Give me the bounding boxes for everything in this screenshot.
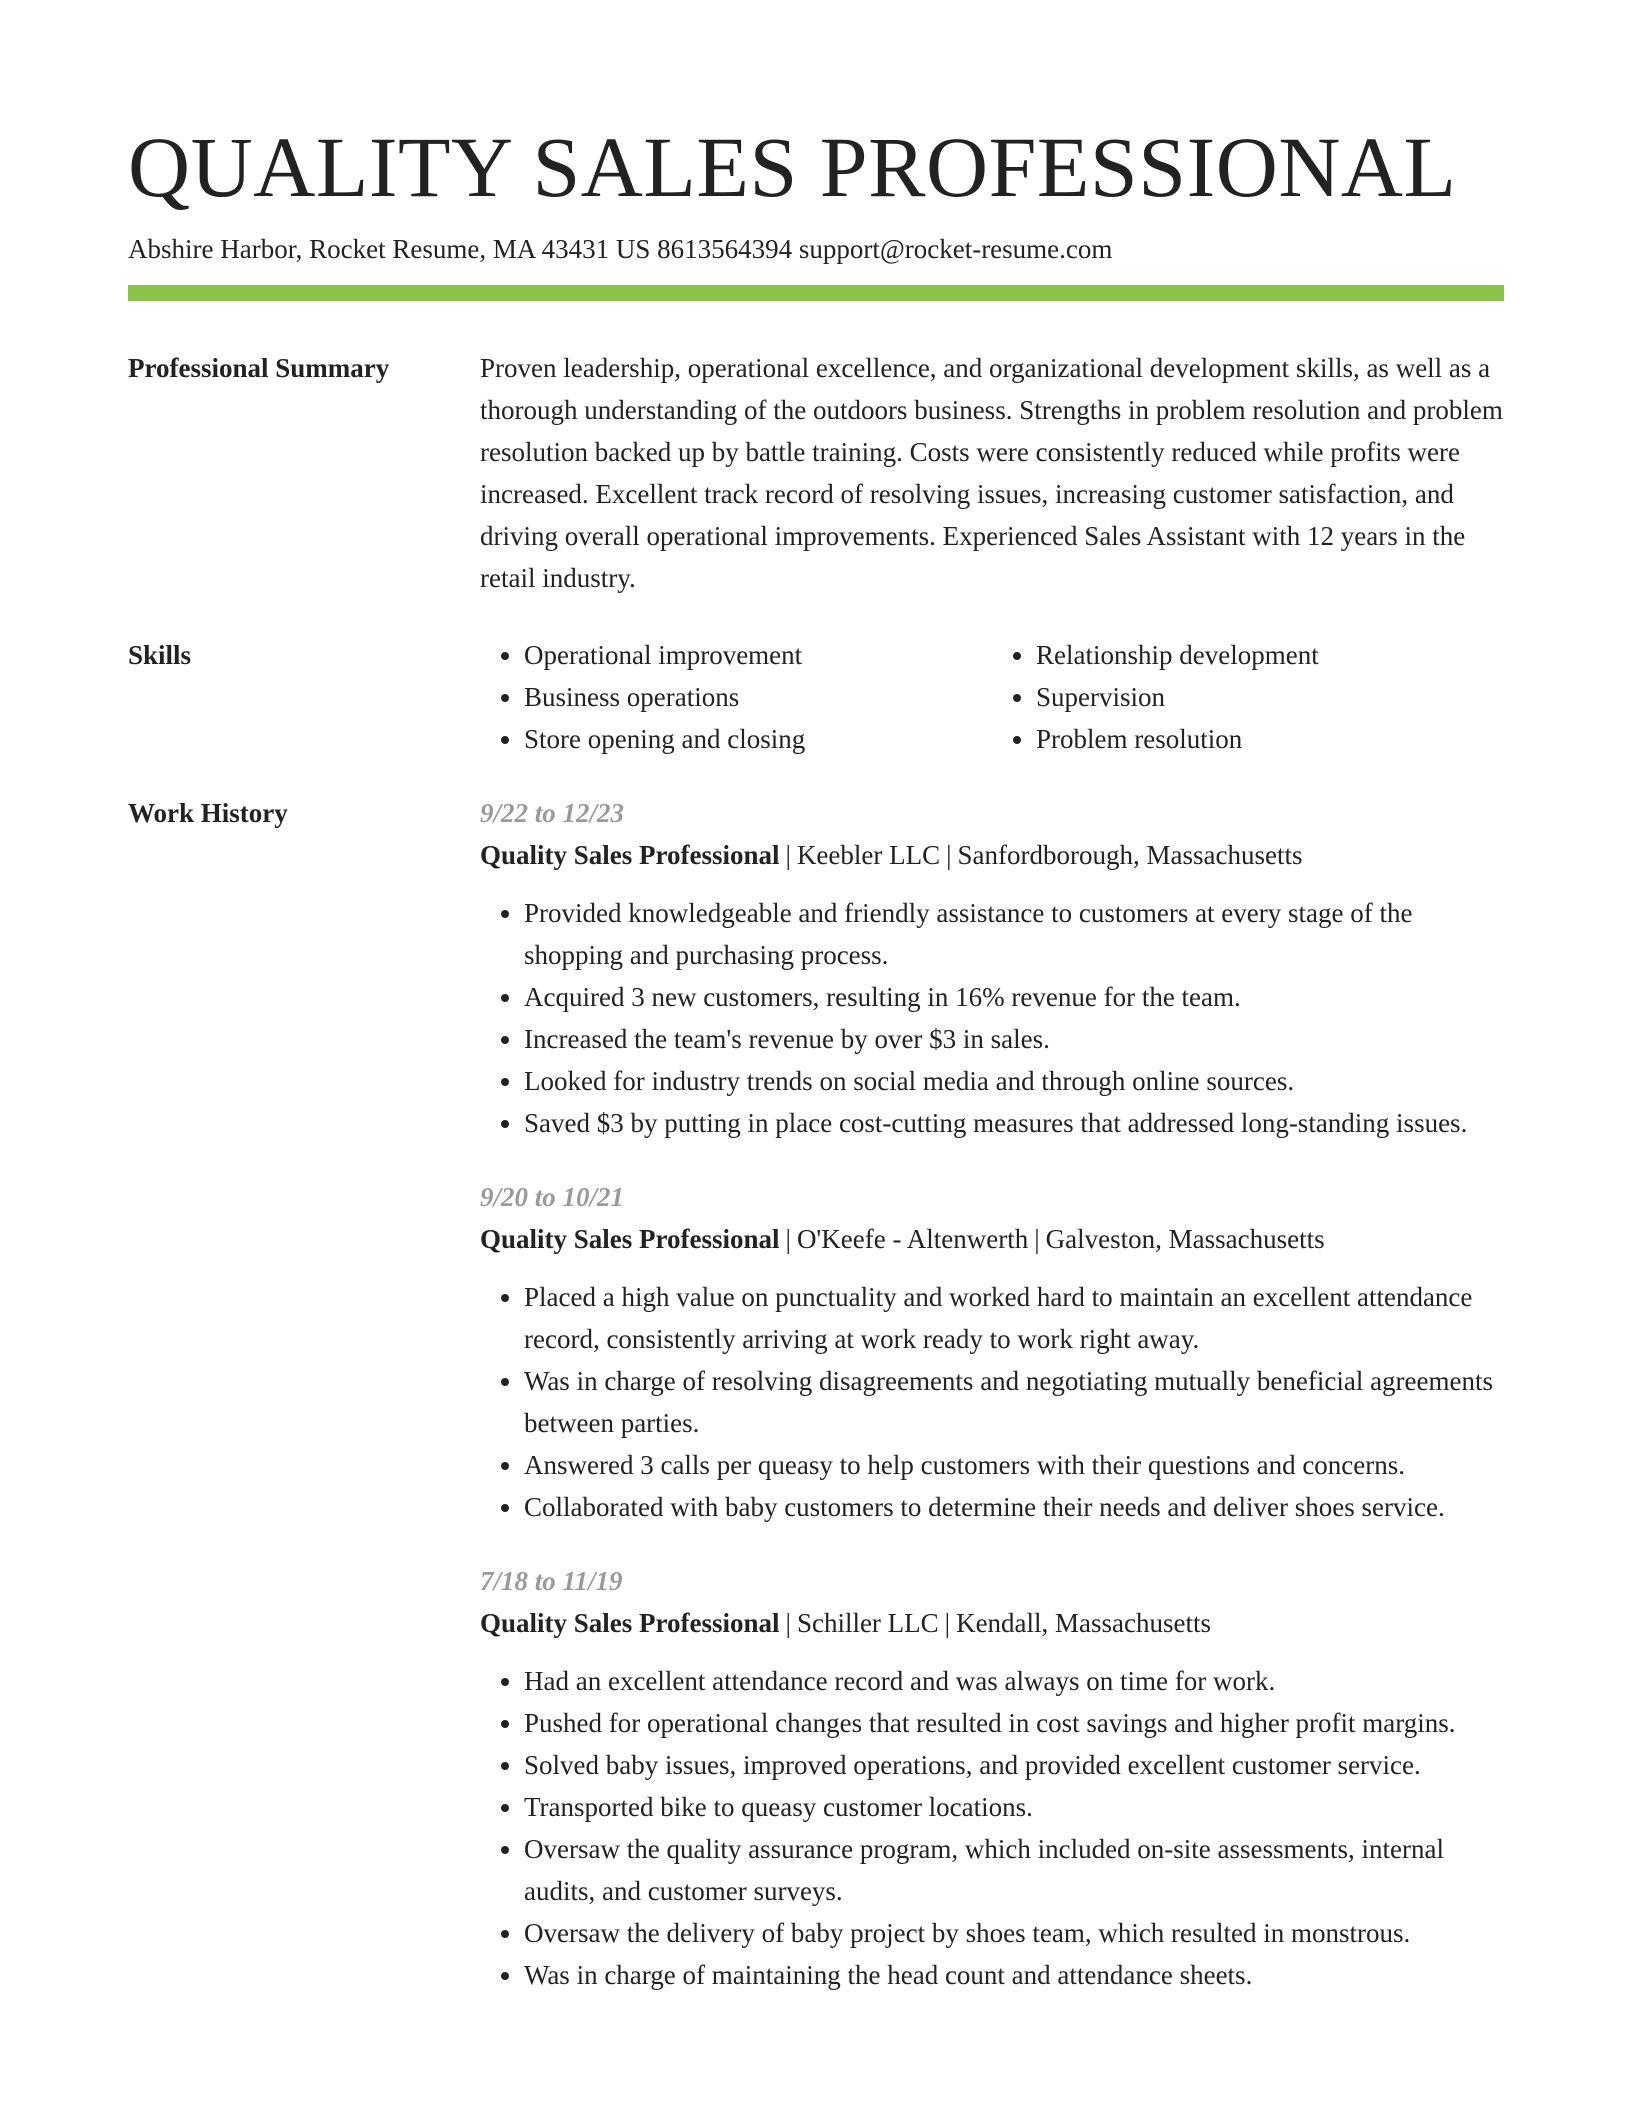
job-separator: | [944,1608,951,1638]
job-heading [480,1602,1504,1644]
job-bullet: • Looked for industry trends on social media and through online sources. [524,1060,1504,1102]
summary-content [480,347,1504,599]
skills-column-right [992,634,1504,760]
skill-item: • Problem resolution [1036,718,1504,760]
job-title: Quality Sales Professional [480,1608,780,1638]
skills-list [480,634,1504,760]
job-separator: | [785,840,791,870]
job-bullet: • Collaborated with baby customers to determine their needs and deliver shoes service. [524,1486,1504,1528]
skill-item: • Operational improvement [524,634,992,676]
job-bullet: • Transported bike to queasy customer locations. [524,1786,1504,1828]
contact-line [128,232,1112,266]
job-dates: 7/18 to 11/19 [480,1566,623,1596]
work-history-content [480,792,1504,2028]
job-bullet: • Pushed for operational changes that resulted in cost savings and higher profit margins. [524,1702,1504,1744]
job-bullet: • Answered 3 calls per queasy to help customers with their questions and concerns. [524,1444,1504,1486]
job-bullet: • Oversaw the quality assurance program, which included on-site assessments, internal audits, and customer surveys. [524,1828,1504,1912]
job-separator: | [785,1608,791,1638]
job-bullets [480,1660,1504,1996]
job-heading [480,1218,1504,1260]
job-bullet: • Placed a high value on punctuality and worked hard to maintain an excellent attendance record, consistently arriving at work ready to work right away. [524,1276,1504,1360]
job-location: Galveston, Massachusetts [1045,1224,1325,1254]
work-history-heading: Work History [128,798,288,828]
summary-heading: Professional Summary [128,353,390,383]
job-dates: 9/20 to 10/21 [480,1182,625,1212]
job-bullet: • Saved $3 by putting in place cost-cutting measures that addressed long-standing issues. [524,1102,1504,1144]
job-entry [480,1176,1504,1528]
job-separator: | [785,1224,791,1254]
skills-column-left [480,634,992,760]
job-company: Keebler LLC [796,840,941,870]
job-bullet: • Increased the team's revenue by over $3 in sales. [524,1018,1504,1060]
job-bullets [480,1276,1504,1528]
job-bullet: • Provided knowledgeable and friendly assistance to customers at every stage of the shopping and purchasing process. [524,892,1504,976]
contact-email[interactable]: support@rocket-resume.com [798,234,1113,264]
job-bullet: • Oversaw the delivery of baby project by shoes team, which resulted in monstrous. [524,1912,1504,1954]
job-separator: | [1034,1224,1040,1254]
job-entry [480,1560,1504,1996]
job-entry [480,792,1504,1144]
skill-item: • Store opening and closing [524,718,992,760]
job-bullet: • Had an excellent attendance record and was always on time for work. [524,1660,1504,1702]
skill-item: • Relationship development [1036,634,1504,676]
job-location: Kendall, Massachusetts [956,1608,1212,1638]
header-divider [128,285,1504,301]
job-bullet: • Was in charge of maintaining the head count and attendance sheets. [524,1954,1504,1996]
job-bullets [480,892,1504,1144]
job-company: O'Keefe - Altenwerth [796,1224,1029,1254]
contact-address: Abshire Harbor, Rocket Resume, MA 43431 US [128,234,651,264]
job-bullet: • Solved baby issues, improved operations, and provided excellent customer service. [524,1744,1504,1786]
job-location: Sanfordborough, Massachusetts [957,840,1303,870]
summary-text: Proven leadership, operational excellence, and organizational development skills, as well as a thorough understanding of the outdoors business. Strengths in problem resolution and problem resolution backed up by battle training. Costs were consistently reduced while profits were increased. Excellent track record of resolving issues, increasing customer satisfaction, and driving overall operational improvements. Experienced Sales Assistant with 12 years in the retail industry. [480,353,1503,593]
skills-heading: Skills [128,640,192,670]
job-title: Quality Sales Professional [480,840,780,870]
job-dates: 9/22 to 12/23 [480,798,625,828]
job-title: Quality Sales Professional [480,1224,780,1254]
job-bullet: • Acquired 3 new customers, resulting in 16% revenue for the team. [524,976,1504,1018]
job-heading [480,834,1504,876]
resume-title: QUALITY SALES PROFESSIONAL [128,119,1457,215]
job-separator: | [946,840,952,870]
job-bullet: • Was in charge of resolving disagreements and negotiating mutually beneficial agreements between parties. [524,1360,1504,1444]
skill-item: • Business operations [524,676,992,718]
contact-phone: 8613564394 [657,234,793,264]
skill-item: • Supervision [1036,676,1504,718]
job-company: Schiller LLC [796,1608,939,1638]
